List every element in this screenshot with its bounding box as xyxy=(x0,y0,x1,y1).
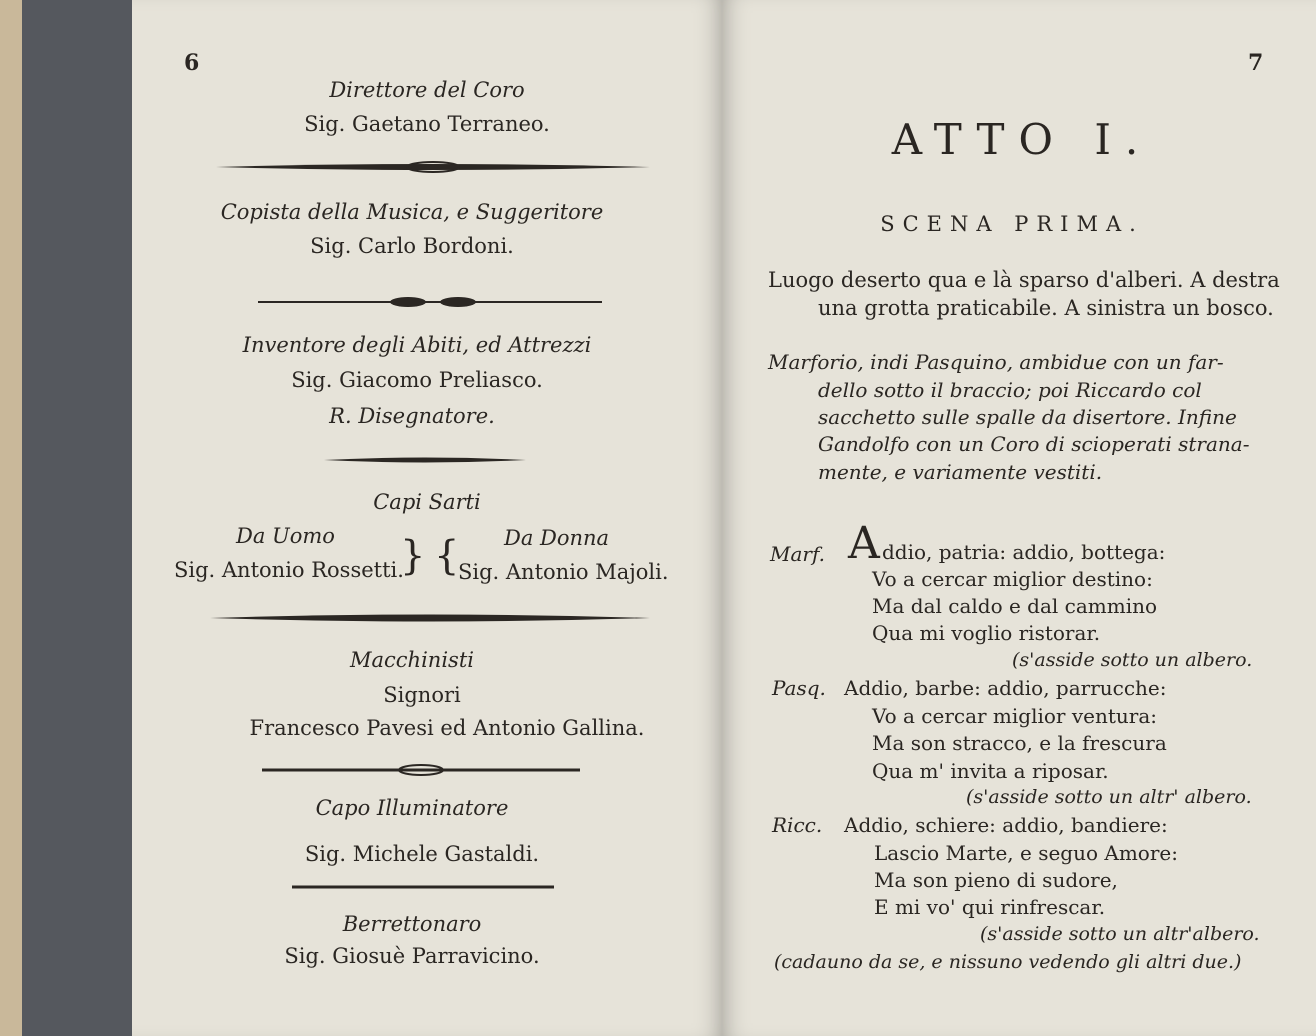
verse-direction: (s'asside sotto un altr'albero. xyxy=(980,923,1260,945)
role-berrettonaro: Berrettonaro xyxy=(342,912,482,936)
verse-line: Lascio Marte, e seguo Amore: xyxy=(874,841,1178,865)
stage-direction-line: Marforio, indi Pasquino, ambidue con un far- xyxy=(768,350,1224,374)
verse-line: Ma dal caldo e dal cammino xyxy=(872,594,1158,618)
speaker-riccardo: Ricc. xyxy=(772,813,823,837)
role-copista: Copista della Musica, e Suggeritore xyxy=(220,200,604,224)
role-inventore: Inventore degli Abiti, ed Attrezzi xyxy=(242,333,592,357)
verse-line: Ma son stracco, e la frescura xyxy=(872,731,1167,755)
label-da-donna: Da Donna xyxy=(504,526,610,550)
final-stage-direction: (cadauno da se, e nissuno vedendo gli altri due.) xyxy=(774,951,1242,973)
verse-line: Qua mi voglio ristorar. xyxy=(872,621,1101,645)
book-cover-edge xyxy=(22,0,142,1036)
setting-line: Luogo deserto qua e là sparso d'alberi. A destra xyxy=(768,268,1280,292)
verse-line: Addio, barbe: addio, parrucche: xyxy=(844,676,1167,700)
verse-direction: (s'asside sotto un altr' albero. xyxy=(966,786,1252,808)
verse-line: Vo a cercar miglior destino: xyxy=(872,567,1153,591)
drop-cap: A xyxy=(848,518,880,569)
role-macchinisti: Macchinisti xyxy=(350,648,474,672)
left-page xyxy=(132,0,722,1036)
role-capi-sarti: Capi Sarti xyxy=(373,490,481,514)
act-title: ATTO I. xyxy=(891,115,1153,164)
name-signori: Signori xyxy=(383,683,461,707)
speaker-pasquino: Pasq. xyxy=(772,676,826,700)
verse-line: Vo a cercar miglior ventura: xyxy=(872,704,1157,728)
name-disegnatore: R. Disegnatore. xyxy=(329,404,495,428)
brace-left-icon: { xyxy=(434,533,460,579)
name-bordoni: Sig. Carlo Bordoni. xyxy=(310,234,514,258)
name-parravicino: Sig. Giosuè Parravicino. xyxy=(284,944,540,968)
name-pavesi-gallina: Francesco Pavesi ed Antonio Gallina. xyxy=(249,716,645,740)
label-da-uomo: Da Uomo xyxy=(236,524,335,548)
scene-title: SCENA PRIMA. xyxy=(880,212,1144,236)
verse-line: ddio, patria: addio, bottega: xyxy=(882,540,1166,564)
page-number-left: 6 xyxy=(184,50,200,76)
right-page xyxy=(722,0,1316,1036)
name-terraneo: Sig. Gaetano Terraneo. xyxy=(304,112,550,136)
stage-direction-line: dello sotto il braccio; poi Riccardo col xyxy=(818,378,1202,402)
speaker-marforio: Marf. xyxy=(770,542,826,566)
stage-direction-line: sacchetto sulle spalle da disertore. Infine xyxy=(818,405,1237,429)
page-number-right: 7 xyxy=(1248,50,1264,76)
name-majoli: Sig. Antonio Majoli. xyxy=(458,560,669,584)
role-direttore-coro: Direttore del Coro xyxy=(329,78,525,102)
brace-right-icon: } xyxy=(400,533,426,579)
setting-line: una grotta praticabile. A sinistra un bosco. xyxy=(818,296,1274,320)
verse-line: Ma son pieno di sudore, xyxy=(874,868,1118,892)
role-capo-illuminatore: Capo Illuminatore xyxy=(315,796,509,820)
name-preliasco: Sig. Giacomo Preliasco. xyxy=(291,368,543,392)
verse-line: Addio, schiere: addio, bandiere: xyxy=(844,813,1168,837)
stage-direction-line: mente, e variamente vestiti. xyxy=(818,460,1103,484)
verse-line: E mi vo' qui rinfrescar. xyxy=(874,895,1106,919)
name-gastaldi: Sig. Michele Gastaldi. xyxy=(304,842,540,866)
stage-direction-line: Gandolfo con un Coro di scioperati strana- xyxy=(818,432,1250,456)
verse-line: Qua m' invita a riposar. xyxy=(872,759,1109,783)
name-rossetti: Sig. Antonio Rossetti. xyxy=(174,558,404,582)
verse-direction: (s'asside sotto un albero. xyxy=(1012,649,1253,671)
